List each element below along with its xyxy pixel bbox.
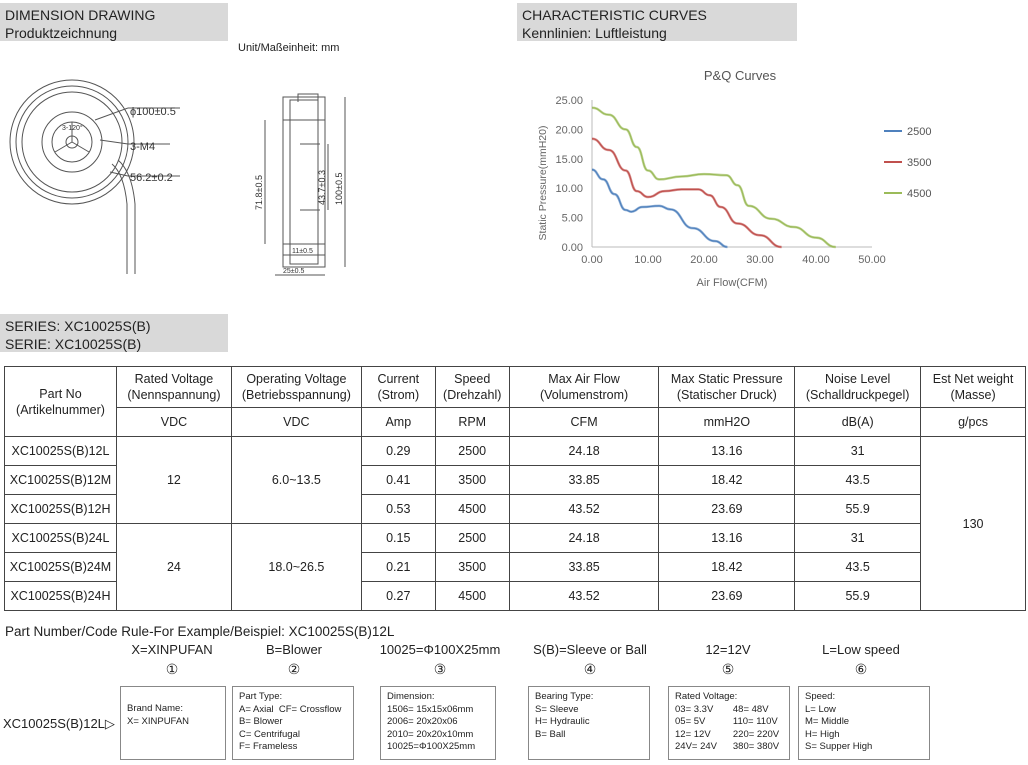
- part-cell: XC10025S(B)12L: [5, 437, 117, 466]
- part-cell: XC10025S(B)12M: [5, 466, 117, 495]
- x-tick-label: 40.00: [802, 254, 830, 266]
- noise-cell: 55.9: [795, 582, 921, 611]
- header-cell: Rated Voltage (Nennspannung): [116, 367, 231, 408]
- chart-title: P&Q Curves: [703, 68, 777, 83]
- rule-head-3: 10025=Φ100X25mm: [379, 642, 501, 657]
- series-line-core-4500: [592, 108, 836, 247]
- legend-label-4500: 4500: [907, 188, 932, 200]
- curves-header: [517, 3, 797, 41]
- dim-label-11: 11±0.5: [292, 248, 313, 255]
- x-tick-label: 20.00: [690, 254, 718, 266]
- voltage-box: Rated Voltage: 03= 3.3V 48= 48V 05= 5V 110= 110V 12= 12V 220= 220V 24V= 24V 380= 380V: [668, 686, 790, 760]
- curves-subtitle: Kennlinien: Luftleistung: [522, 25, 667, 41]
- y-tick-label: 0.00: [561, 242, 583, 254]
- unit-cell: VDC: [231, 408, 361, 437]
- y-tick-label: 5.00: [561, 212, 583, 225]
- dim-label-56: 56.2±0.2: [130, 172, 173, 184]
- current-cell: 0.29: [361, 437, 435, 466]
- part-cell: XC10025S(B)24H: [5, 582, 117, 611]
- speed-box: Speed: L= Low M= Middle H= High S= Supper High: [798, 686, 930, 760]
- header-cell: Speed (Drehzahl): [435, 367, 509, 408]
- curves-title: CHARACTERISTIC CURVES: [522, 7, 707, 23]
- bearing-box: Bearing Type: S= Sleeve H= Hydraulic B= Ball: [528, 686, 650, 760]
- unit-label: Unit/Maßeinheit: mm: [238, 42, 340, 54]
- dim-label-100: 100±0.5: [334, 172, 344, 205]
- header-cell: Noise Level (Schalldruckpegel): [795, 367, 921, 408]
- dimension-box: Dimension: 1506= 15x15x06mm 2006= 20x20x06 2010= 20x20x10mm 10025=Φ100X25mm: [380, 686, 496, 760]
- noise-cell: 31: [795, 524, 921, 553]
- flow-cell: 33.85: [509, 466, 659, 495]
- pressure-cell: 18.42: [659, 553, 795, 582]
- table-header-row: [5, 367, 1026, 408]
- current-cell: 0.41: [361, 466, 435, 495]
- current-cell: 0.53: [361, 495, 435, 524]
- unit-cell: VDC: [116, 408, 231, 437]
- code-rule-title: Part Number/Code Rule-For Example/Beispiel: XC10025S(B)12L: [5, 624, 395, 639]
- unit-cell: CFM: [509, 408, 659, 437]
- part-cell: XC10025S(B)12H: [5, 495, 117, 524]
- series-header: [0, 314, 228, 352]
- flow-cell: 24.18: [509, 524, 659, 553]
- table-row: [5, 437, 1026, 466]
- rated-voltage-cell: 24: [116, 524, 231, 611]
- rule-num-4: ④: [583, 661, 597, 677]
- speed-cell: 2500: [435, 524, 509, 553]
- part-type-box: Part Type: A= Axial CF= Crossflow B= Blower C= Centrifugal F= Frameless: [232, 686, 354, 760]
- noise-cell: 43.5: [795, 466, 921, 495]
- series-line-3500: [592, 139, 782, 247]
- dim-label-m4: 3-M4: [130, 141, 156, 153]
- pressure-cell: 23.69: [659, 582, 795, 611]
- speed-cell: 3500: [435, 553, 509, 582]
- series-line-2: SERIE: XC10025S(B): [5, 336, 142, 352]
- y-tick-label: 20.00: [555, 124, 583, 137]
- spec-table: [4, 366, 1026, 611]
- pressure-cell: 13.16: [659, 524, 795, 553]
- noise-cell: 43.5: [795, 553, 921, 582]
- table-units-row: [5, 408, 1026, 437]
- flow-cell: 24.18: [509, 437, 659, 466]
- unit-cell: g/pcs: [921, 408, 1026, 437]
- series-line-core-2500: [592, 170, 727, 247]
- operating-voltage-cell: 6.0~13.5: [231, 437, 361, 524]
- x-tick-label: 30.00: [746, 254, 774, 266]
- part-cell: XC10025S(B)24L: [5, 524, 117, 553]
- current-cell: 0.15: [361, 524, 435, 553]
- weight-cell: 130: [921, 437, 1026, 611]
- rule-head-1: X=XINPUFAN: [131, 642, 213, 657]
- brand-box: Brand Name: X= XINPUFAN: [120, 686, 226, 760]
- dimension-header: [0, 3, 228, 41]
- flow-cell: 43.52: [509, 582, 659, 611]
- current-cell: 0.21: [361, 553, 435, 582]
- header-cell: Est Net weight (Masse): [921, 367, 1026, 408]
- dim-label-43: 43.7±0.3: [317, 170, 327, 205]
- part-cell: XC10025S(B)24M: [5, 553, 117, 582]
- unit-cell: RPM: [435, 408, 509, 437]
- dimension-subtitle: Produktzeichnung: [5, 25, 118, 41]
- operating-voltage-cell: 18.0~26.5: [231, 524, 361, 611]
- x-tick-label: 10.00: [634, 254, 662, 266]
- x-tick-label: 50.00: [858, 254, 886, 266]
- header-cell: Current (Strom): [361, 367, 435, 408]
- noise-cell: 55.9: [795, 495, 921, 524]
- code-example: XC10025S(B)12L▷: [3, 716, 115, 731]
- dimension-drawing: [0, 60, 380, 280]
- flow-cell: 43.52: [509, 495, 659, 524]
- dim-label-diameter: ϕ100±0.5: [130, 106, 176, 118]
- rule-num-1: ①: [165, 661, 179, 677]
- speed-cell: 4500: [435, 495, 509, 524]
- x-tick-label: 0.00: [581, 254, 603, 266]
- flow-cell: 33.85: [509, 553, 659, 582]
- chart-ylabel: Static Pressure(mmH20): [537, 125, 549, 241]
- legend-label-3500: 3500: [907, 157, 932, 169]
- rule-head-6: L=Low speed: [822, 642, 900, 657]
- dim-label-25: 25±0.5: [283, 268, 305, 275]
- y-tick-label: 25.00: [555, 95, 583, 107]
- dim-label-120: 3-120°: [62, 125, 83, 132]
- rule-num-2: ②: [287, 661, 301, 677]
- dim-label-71: 71.8±0.5: [254, 175, 264, 210]
- rule-num-5: ⑤: [721, 661, 735, 677]
- y-tick-label: 10.00: [555, 183, 583, 196]
- noise-cell: 31: [795, 437, 921, 466]
- chart-xlabel: Air Flow(CFM): [696, 277, 768, 289]
- rated-voltage-cell: 12: [116, 437, 231, 524]
- series-line-4500: [592, 108, 836, 247]
- unit-cell: Amp: [361, 408, 435, 437]
- pq-chart: [520, 60, 960, 300]
- unit-cell: mmH2O: [659, 408, 795, 437]
- series-line-2500: [592, 170, 727, 247]
- table-row: [5, 524, 1026, 553]
- legend-label-2500: 2500: [907, 126, 932, 138]
- speed-cell: 2500: [435, 437, 509, 466]
- rule-num-3: ③: [433, 661, 447, 677]
- header-cell: Max Air Flow (Volumenstrom): [509, 367, 659, 408]
- dimension-title: DIMENSION DRAWING: [5, 7, 156, 23]
- header-cell: Max Static Pressure (Statischer Druck): [659, 367, 795, 408]
- rule-num-6: ⑥: [854, 661, 868, 677]
- rule-head-2: B=Blower: [266, 642, 322, 657]
- pressure-cell: 18.42: [659, 466, 795, 495]
- speed-cell: 3500: [435, 466, 509, 495]
- unit-cell: dB(A): [795, 408, 921, 437]
- header-cell: Operating Voltage (Betriebsspannung): [231, 367, 361, 408]
- y-tick-label: 15.00: [555, 153, 583, 166]
- series-line-1: SERIES: XC10025S(B): [5, 318, 151, 334]
- rule-head-4: S(B)=Sleeve or Ball: [533, 642, 647, 657]
- header-cell: Part No (Artikelnummer): [5, 367, 117, 437]
- rule-head-5: 12=12V: [705, 642, 751, 657]
- pressure-cell: 23.69: [659, 495, 795, 524]
- series-line-core-3500: [592, 139, 782, 247]
- current-cell: 0.27: [361, 582, 435, 611]
- pressure-cell: 13.16: [659, 437, 795, 466]
- speed-cell: 4500: [435, 582, 509, 611]
